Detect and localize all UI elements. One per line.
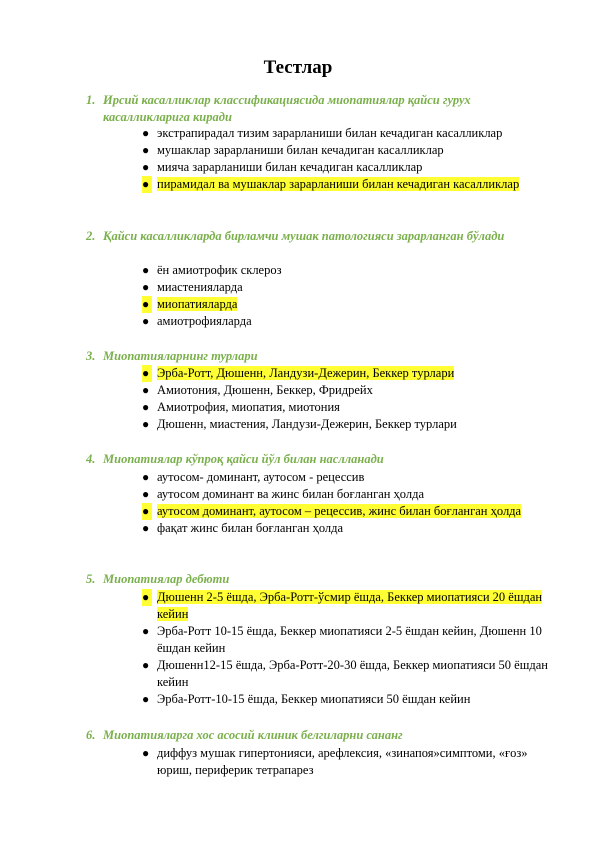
bullet-icon: ● [142, 417, 150, 431]
question-text: Миопатиялар дебюти [103, 572, 230, 586]
bullet-icon: ● [142, 589, 152, 606]
bullet-icon: ● [142, 143, 150, 157]
bullet-icon: ● [142, 126, 150, 140]
question-number: 5. [86, 572, 96, 586]
option-correct: ● Эрба-Ротт, Дюшенн, Ландузи-Дежерин, Беккер турлари [142, 366, 455, 380]
bullet-icon: ● [142, 280, 150, 294]
bullet-icon: ● [142, 692, 150, 706]
options-list-6 [140, 745, 560, 779]
bullet-icon: ● [142, 160, 150, 174]
option: ● мияча зарарланиши билан кечадиган касалликлар [142, 160, 423, 174]
options-list-4 [140, 469, 560, 537]
question-number: 1. [86, 93, 96, 107]
bullet-icon: ● [142, 658, 150, 672]
option: ● аутосом доминант ва жинс билан боғланган ҳолда [142, 487, 425, 501]
option-correct: ● аутосом доминант, аутосом – рецессив, жинс билан боғланган ҳолда [142, 504, 522, 518]
bullet-icon: ● [142, 746, 150, 760]
option: ● аутосом- доминант, аутосом - рецессив [142, 470, 365, 484]
bullet-icon: ● [142, 383, 150, 397]
bullet-icon: ● [142, 400, 150, 414]
bullet-icon: ● [142, 503, 152, 520]
question-6 [86, 727, 546, 744]
option: ● фақат жинс билан боғланган ҳолда [142, 521, 344, 535]
question-number: 4. [86, 452, 96, 466]
question-number: 2. [86, 229, 96, 243]
option: ● Эрба-Ротт-10-15 ёшда, Беккер миопатияси 50 ёшдан кейин [142, 692, 471, 706]
question-5 [86, 571, 546, 588]
options-list-5 [140, 589, 560, 708]
option: ● Дюшенн, миастения, Ландузи-Дежерин, Беккер турлари [142, 417, 457, 431]
bullet-icon: ● [142, 296, 152, 313]
option-correct: ● Дюшенн 2-5 ёшда, Эрба-Ротт-ўсмир ёшда, Беккер миопатияси 20 ёшдан кейин [142, 590, 543, 621]
options-list-1 [140, 125, 560, 193]
option: ● мушаклар зарарланиши билан кечадиган касалликлар [142, 143, 444, 157]
option: ● Эрба-Ротт 10-15 ёшда, Беккер миопатияси 2-5 ёшдан кейин, Дюшенн 10 ёшдан кейин [142, 624, 542, 655]
question-1 [86, 92, 546, 126]
question-number: 6. [86, 728, 96, 742]
question-text: Миопатияларга хос асосий клиник белгиларни сананг [103, 728, 403, 742]
bullet-icon: ● [142, 470, 150, 484]
question-text: Қайси касалликларда бирламчи мушак патологияси зарарланган бўлади [103, 229, 505, 243]
question-2 [86, 228, 546, 245]
option-correct: ● миопатияларда [142, 297, 238, 311]
option: ● ён амиотрофик склероз [142, 263, 282, 277]
question-number: 3. [86, 349, 96, 363]
bullet-icon: ● [142, 487, 150, 501]
option: ● экстрапирадал тизим зарарланиши билан кечадиган касалликлар [142, 126, 503, 140]
question-4 [86, 451, 546, 468]
bullet-icon: ● [142, 263, 150, 277]
option: ● диффуз мушак гипертонияси, арефлексия, «зинапоя»симптоми, «ғоз» юриш, периферик тетрапарез [142, 746, 528, 777]
bullet-icon: ● [142, 624, 150, 638]
question-text: Миопатиялар кўпроқ қайси йўл билан наслланади [103, 452, 384, 466]
option-correct: ● пирамидал ва мушаклар зарарланиши билан кечадиган касалликлар [142, 177, 520, 191]
option: ● Дюшенн12-15 ёшда, Эрба-Ротт-20-30 ёшда, Беккер миопатияси 50 ёшдан кейин [142, 658, 548, 689]
options-list-2 [140, 262, 560, 330]
bullet-icon: ● [142, 521, 150, 535]
options-list-3 [140, 365, 560, 433]
option: ● миастенияларда [142, 280, 243, 294]
question-3 [86, 348, 546, 365]
question-text: Ирсий касалликлар классификациясида миопатиялар қайси гурух касалликларига киради [103, 93, 471, 124]
bullet-icon: ● [142, 365, 152, 382]
option: ● амиотрофияларда [142, 314, 252, 328]
bullet-icon: ● [142, 176, 152, 193]
page-title: Тестлар [263, 57, 333, 78]
option: ● Амиотония, Дюшенн, Беккер, Фридрейх [142, 383, 373, 397]
option: ● Амиотрофия, миопатия, миотония [142, 400, 340, 414]
question-text: Миопатияларнинг турлари [103, 349, 258, 363]
bullet-icon: ● [142, 314, 150, 328]
